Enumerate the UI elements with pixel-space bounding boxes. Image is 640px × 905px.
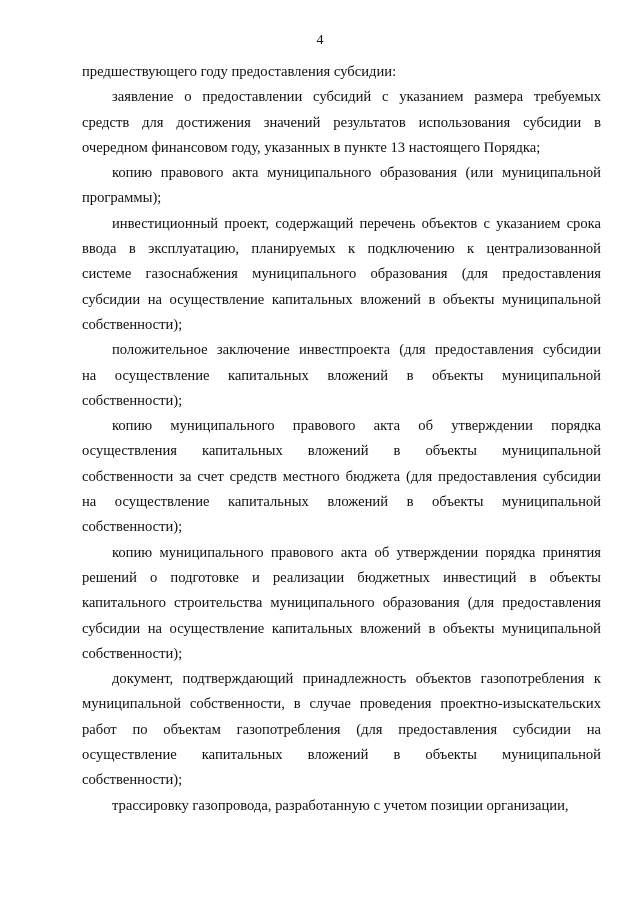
- paragraph-line: собственности);: [82, 519, 183, 536]
- paragraph-line: собственности);: [82, 316, 183, 333]
- paragraph-line: собственности);: [82, 392, 183, 409]
- paragraph-line: инвестиционный проект, содержащий перечень объектов с указанием срока: [112, 215, 601, 232]
- paragraph-line: трассировку газопровода, разработанную с учетом позиции организации,: [112, 797, 569, 814]
- paragraph-line: на осуществление капитальных вложений в объекты муниципальной: [82, 367, 601, 384]
- paragraph: [82, 161, 601, 212]
- paragraph-line: на осуществление капитальных вложений в объекты муниципальной: [82, 494, 601, 511]
- paragraph-line: документ, подтверждающий принадлежность объектов газопотребления к: [112, 671, 601, 688]
- paragraph-line: копию муниципального правового акта об утверждении порядка принятия: [112, 544, 601, 561]
- paragraph-line: работ по объектам газопотребления (для предоставления субсидии на: [82, 721, 601, 738]
- paragraph-line: предшествующего году предоставления субсидии:: [82, 64, 397, 80]
- paragraph: [82, 85, 601, 161]
- paragraph: [82, 212, 601, 338]
- paragraph-line: программы);: [82, 190, 162, 207]
- paragraph-line: муниципальной собственности, в случае проведения проектно-изыскательских: [82, 696, 601, 713]
- paragraph: [82, 794, 601, 819]
- document-body: [82, 60, 601, 819]
- paragraph-line: очередном финансовом году, указанных в пункте 13 настоящего Порядка;: [82, 139, 541, 156]
- paragraph-line: положительное заключение инвестпроекта (для предоставления субсидии: [112, 342, 601, 359]
- paragraph: [82, 541, 601, 667]
- paragraph-line: капитального строительства муниципального образования (для предоставления: [82, 595, 601, 612]
- paragraph-line: собственности);: [82, 772, 183, 789]
- paragraph: [82, 60, 601, 85]
- paragraph: [82, 338, 601, 414]
- paragraph-line: субсидии на осуществление капитальных вложений в объекты муниципальной: [82, 620, 601, 637]
- paragraph-line: ввода в эксплуатацию, планируемых к подключению к централизованной: [82, 241, 601, 258]
- paragraph-line: осуществление капитальных вложений в объекты муниципальной: [82, 747, 601, 764]
- page-number: 4: [316, 33, 324, 48]
- paragraph-line: системе газоснабжения муниципального образования (для предоставления: [82, 266, 601, 283]
- paragraph-line: копию муниципального правового акта об утверждении порядка: [112, 418, 601, 435]
- paragraph-line: заявление о предоставлении субсидий с указанием размера требуемых: [112, 89, 601, 106]
- paragraph: [82, 667, 601, 793]
- paragraph-line: собственности за счет средств местного бюджета (для предоставления субсидии: [82, 468, 601, 485]
- paragraph-line: собственности);: [82, 645, 183, 662]
- paragraph-line: субсидии на осуществление капитальных вложений в объекты муниципальной: [82, 291, 601, 308]
- paragraph-line: копию правового акта муниципального образования (или муниципальной: [112, 165, 601, 182]
- paragraph: [82, 414, 601, 540]
- paragraph-line: осуществления капитальных вложений в объекты муниципальной: [82, 443, 601, 460]
- paragraph-line: решений о подготовке и реализации бюджетных инвестиций в объекты: [82, 569, 601, 586]
- paragraph-line: средств для достижения значений результатов использования субсидии в: [82, 114, 601, 131]
